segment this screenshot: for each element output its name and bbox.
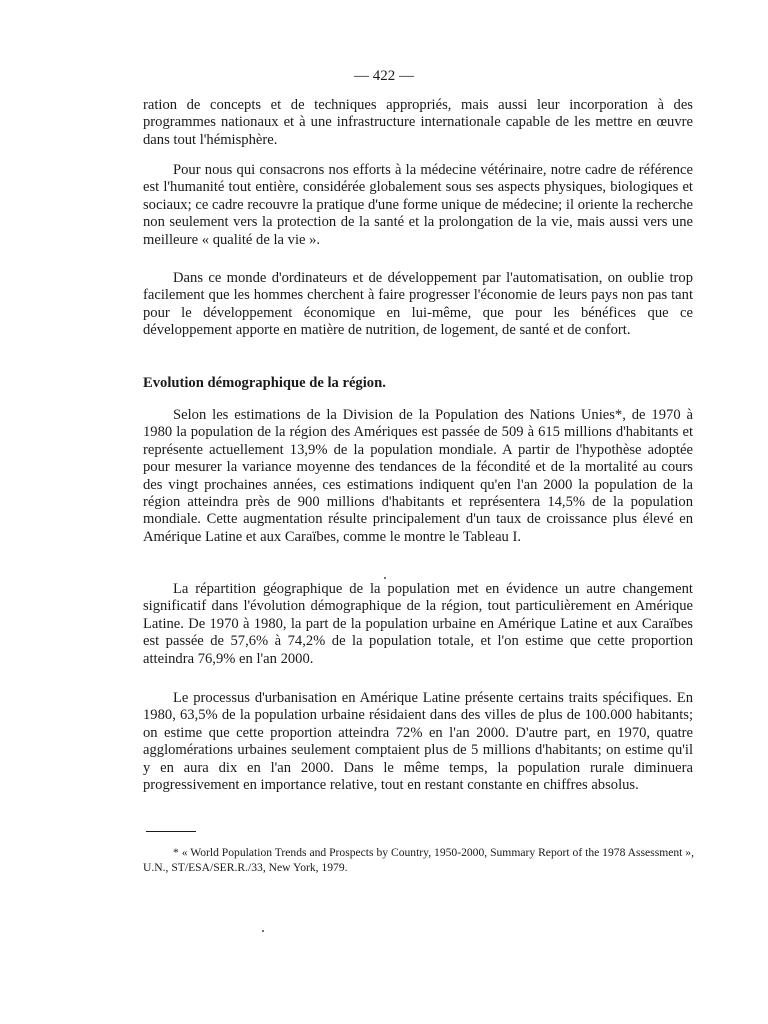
paragraph-6: Le processus d'urbanisation en Amérique Latine présente certains traits spécifiques. En 1980, 63,5% de la population urbaine résidaient dans des villes de plus de 100.000 habitants; on estime que cette proportion atteindra 72% en l'an 2000. D'autre part, en 1970, quatre agglomérations urbaines seulement comptaient plus de 5 millions d'habitants; on estime qu'il y en aura dix en l'an 2000. Dans le même temps, la population rurale diminuera progressivement en importance relative, tout en restant constante en chiffres absolus. [143, 690, 693, 794]
paragraph-4-block [143, 407, 693, 546]
footnote-divider [146, 831, 196, 832]
paragraph-2: Pour nous qui consacrons nos efforts à la médecine vétérinaire, notre cadre de référence est l'humanité tout entière, considérée globalement sous ses aspects physiques, biologiques et sociaux; ce cadre recouvre la pratique d'une forme unique de médecine; il oriente la recherche non seulement vers la protection de la santé et la prolongation de la vie, mais aussi vers une meilleure « qualité de la vie ». [143, 162, 693, 248]
section-heading: Evolution démographique de la région. [143, 375, 386, 391]
footnote: * « World Population Trends and Prospects by Country, 1950-2000, Summary Report of the 1978 Assessment », U.N., ST/ESA/SER.R./33, New York, 1979. [143, 846, 694, 874]
paragraph-3: Dans ce monde d'ordinateurs et de développement par l'automatisation, on oublie trop facilement que les hommes cherchent à faire progresser l'économie de leurs pays non pas tant pour le développement économique en lui-même, que pour les bénéfices que ce développement apporte en matière de nutrition, de logement, de santé et de confort. [143, 270, 693, 339]
paragraph-1: ration de concepts et de techniques appropriés, mais aussi leur incorporation à des programmes nationaux et à une infrastructure internationale capable de les mettre en œuvre dans tout l'hémisphère. [143, 97, 693, 148]
scan-speck [262, 930, 264, 932]
scan-speck [384, 577, 386, 579]
paragraph-5: La répartition géographique de la population met en évidence un autre changement significatif dans l'évolution démographique de la région, tout particulièrement en Amérique Latine. De 1970 à 1980, la part de la population urbaine en Amérique Latine et aux Caraïbes est passée de 57,6% à 74,2% de la population totale, et l'on estime que cette proportion atteindra 76,9% en l'an 2000. [143, 581, 693, 667]
paragraph-3-block [143, 270, 693, 340]
page-number: — 422 — [354, 68, 414, 84]
paragraph-2-block [143, 162, 693, 249]
paragraph-5-block [143, 581, 693, 668]
paragraph-6-block [143, 690, 693, 794]
paragraph-1-block [143, 97, 693, 149]
paragraph-4: Selon les estimations de la Division de la Population des Nations Unies*, de 1970 à 1980 la population de la région des Amériques est passée de 509 à 615 millions d'habitants et représente actuellement 13,9% de la population mondiale. A partir de l'hypothèse adoptée pour mesurer la variance moyenne des tendances de la fécondité et de la mortalité au cours des vingt prochaines années, ces estimations indiquent qu'en l'an 2000 la population de la région atteindra près de 900 millions d'habitants et représentera 14,5% de la population mondiale. Cette augmentation résulte principalement d'un taux de croissance plus élevé en Amérique Latine et aux Caraïbes, comme le montre le Tableau I. [143, 407, 693, 545]
